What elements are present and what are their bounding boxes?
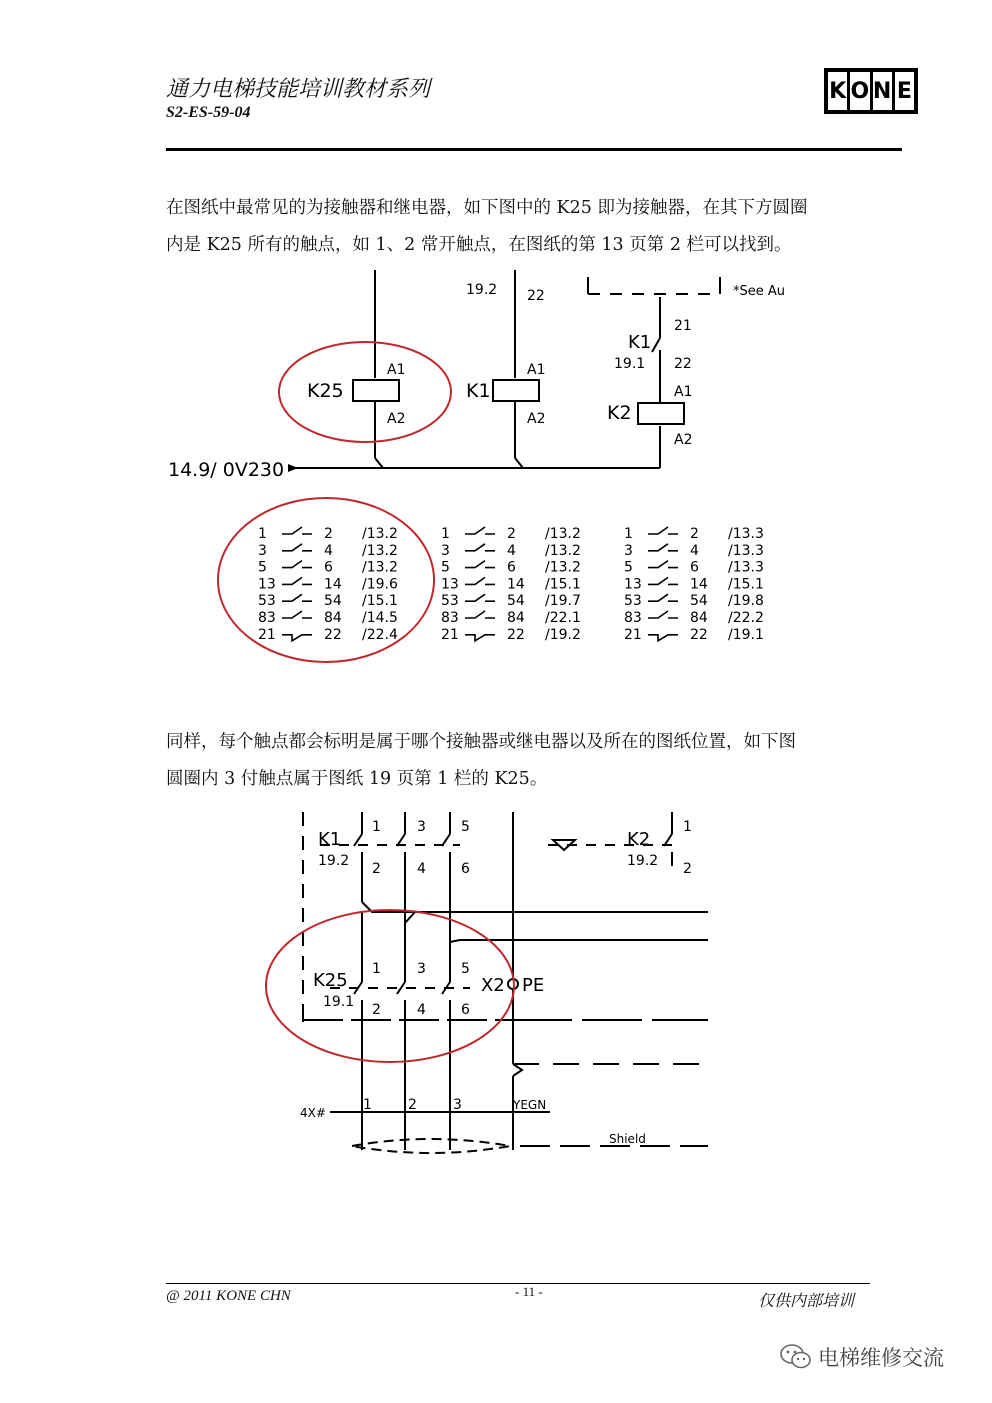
contact-symbol xyxy=(648,577,678,584)
contact-terminal: 5 xyxy=(624,559,633,576)
paragraph-line: 圆圈内 3 付触点属于图纸 19 页第 1 栏的 K25。 xyxy=(166,769,548,789)
contact-reference: /13.2 xyxy=(362,559,398,576)
terminal-label: A1 xyxy=(387,362,406,378)
terminal-label: 3 xyxy=(417,819,426,835)
contact-terminal: 2 xyxy=(324,526,333,542)
contact-terminal: 4 xyxy=(690,542,699,559)
contact-symbol xyxy=(648,611,678,618)
contact-terminal: 21 xyxy=(441,626,459,643)
contact-terminal: 84 xyxy=(324,610,342,626)
contact-terminal: 22 xyxy=(507,626,525,643)
terminal-label: 5 xyxy=(461,819,470,835)
watermark xyxy=(780,1342,944,1372)
terminal-label: 2 xyxy=(372,1002,381,1018)
contact-symbol xyxy=(282,594,312,601)
contact-terminal: 53 xyxy=(441,593,459,610)
page-number: - 11 - xyxy=(515,1284,543,1299)
contact-symbol xyxy=(282,561,312,568)
terminal-label: A1 xyxy=(674,384,693,400)
terminal-label: A2 xyxy=(527,411,546,427)
contact-terminal: 3 xyxy=(441,542,450,559)
contact-terminal: 83 xyxy=(258,610,276,626)
contact-reference: /19.2 xyxy=(545,626,581,643)
contact-reference: /19.1 xyxy=(728,626,764,643)
contact-terminal: 53 xyxy=(258,593,276,610)
contact-reference: /19.7 xyxy=(545,593,581,610)
contact-terminal: 13 xyxy=(624,576,642,593)
contact-symbol xyxy=(465,527,495,534)
connector-label: 4X# xyxy=(300,1106,326,1120)
contact-reference: /19.6 xyxy=(362,576,398,593)
contact-symbol xyxy=(465,544,495,551)
paragraph-line: 内是 K25 所有的触点，如 1、2 常开触点，在图纸的第 13 页第 2 栏可以找到。 xyxy=(166,235,792,255)
contact-reference: /15.1 xyxy=(728,576,764,593)
wechat-icon xyxy=(780,1343,812,1371)
logo-letter: O xyxy=(850,72,869,110)
paragraph-line: 在图纸中最常见的为接触器和继电器，如下图中的 K25 即为接触器，在其下方圆圈 xyxy=(166,198,808,218)
contact-terminal: 5 xyxy=(258,559,267,576)
contact-symbol xyxy=(282,577,312,584)
contact-terminal: 14 xyxy=(690,576,708,593)
supply-label: 14.9/ 0V230 xyxy=(168,459,285,481)
contact-terminal: 13 xyxy=(441,576,459,593)
terminal-label: 3 xyxy=(417,961,426,977)
contact-terminal: 6 xyxy=(324,559,333,576)
contact-symbol xyxy=(648,544,678,551)
terminal-label: A2 xyxy=(674,432,693,448)
contact-terminal: 54 xyxy=(690,593,708,610)
watermark-text: 电梯维修交流 xyxy=(818,1346,944,1370)
terminal-label: 21 xyxy=(674,318,692,334)
contact-terminal: 14 xyxy=(324,576,342,593)
coil-label: K1 xyxy=(466,380,491,402)
power-circuit-diagram xyxy=(266,812,708,1153)
contact-terminal: 83 xyxy=(441,610,459,626)
contact-reference: /13.3 xyxy=(728,542,764,559)
coil-diagram xyxy=(168,270,785,481)
contact-terminal: 54 xyxy=(324,593,342,610)
contact-reference: /15.1 xyxy=(362,593,398,610)
contact-terminal: 6 xyxy=(690,559,699,576)
contact-reference: /13.2 xyxy=(545,542,581,559)
terminal-label: 4 xyxy=(417,861,426,877)
contact-reference: /22.4 xyxy=(362,626,398,643)
pin-label: 1 xyxy=(363,1097,372,1113)
ref-label: 19.2 xyxy=(318,853,350,869)
highlight-circle xyxy=(279,342,451,442)
contact-terminal: 22 xyxy=(324,626,342,643)
contact-symbol xyxy=(648,561,678,568)
terminal-label: 22 xyxy=(527,288,545,304)
contact-terminal: 1 xyxy=(624,526,633,542)
contact-reference: /13.2 xyxy=(362,526,398,542)
contact-terminal: 53 xyxy=(624,593,642,610)
contact-terminal: 5 xyxy=(441,559,450,576)
terminal-label: 4 xyxy=(417,1002,426,1018)
contact-terminal: 83 xyxy=(624,610,642,626)
shield-label: Shield xyxy=(609,1132,646,1146)
pin-label: YEGN xyxy=(513,1098,547,1112)
relay-label: K1 xyxy=(628,332,652,353)
contact-symbol xyxy=(465,594,495,601)
contact-terminal: 6 xyxy=(507,559,516,576)
terminal-label: 2 xyxy=(683,861,692,877)
contact-terminal: 3 xyxy=(258,542,267,559)
contact-terminal: 2 xyxy=(690,526,699,542)
contact-terminal: 21 xyxy=(624,626,642,643)
contact-symbol xyxy=(282,544,312,551)
logo-letter: E xyxy=(895,72,914,110)
contact-terminal: 2 xyxy=(507,526,516,542)
contact-terminal: 4 xyxy=(507,542,516,559)
contact-reference: /22.2 xyxy=(728,610,764,626)
contact-reference: /22.1 xyxy=(545,610,581,626)
contact-symbol xyxy=(465,611,495,618)
contact-reference: /15.1 xyxy=(545,576,581,593)
contact-terminal: 14 xyxy=(507,576,525,593)
document-code: S2-ES-59-04 xyxy=(166,104,251,121)
contact-terminal: 3 xyxy=(624,542,633,559)
ref-label: 19.1 xyxy=(614,356,646,372)
paragraph-line: 同样，每个触点都会标明是属于哪个接触器或继电器以及所在的图纸位置，如下图 xyxy=(166,732,796,752)
contact-terminal: 22 xyxy=(690,626,708,643)
contact-terminal: 4 xyxy=(324,542,333,559)
coil-label: K25 xyxy=(307,380,344,402)
contact-reference: /14.5 xyxy=(362,610,398,626)
contact-symbol xyxy=(465,561,495,568)
contact-reference: /13.2 xyxy=(545,526,581,542)
contact-terminal: 21 xyxy=(258,626,276,643)
paragraph-2 xyxy=(166,724,896,798)
contact-symbol xyxy=(465,635,495,641)
ref-label: 19.1 xyxy=(323,994,355,1010)
ref-label: 19.2 xyxy=(466,282,498,298)
terminal-label: 5 xyxy=(461,961,470,977)
contact-symbol xyxy=(648,527,678,534)
contact-symbol xyxy=(282,611,312,618)
contact-terminal: 54 xyxy=(507,593,525,610)
contact-reference: /13.3 xyxy=(728,526,764,542)
terminal-label: A2 xyxy=(387,411,406,427)
terminal-label: 1 xyxy=(683,819,692,835)
ref-label: 19.2 xyxy=(627,853,659,869)
see-note: *See Au xyxy=(733,284,786,299)
pin-label: 2 xyxy=(408,1097,417,1113)
header-title: 通力电梯技能培训教材系列 xyxy=(166,77,431,102)
contact-symbol xyxy=(465,577,495,584)
logo-letter: K xyxy=(828,72,847,110)
terminal-label: X2 xyxy=(481,975,505,996)
terminal-label: PE xyxy=(522,975,545,996)
terminal-label: 22 xyxy=(674,356,692,372)
terminal-label: 6 xyxy=(461,861,470,877)
footer-copyright: @ 2011 KONE CHN xyxy=(166,1288,291,1304)
contact-terminal: 1 xyxy=(441,526,450,542)
terminal-label: A1 xyxy=(527,362,546,378)
contact-terminal: 13 xyxy=(258,576,276,593)
logo-letter: N xyxy=(873,72,892,110)
contact-symbol xyxy=(648,635,678,641)
contact-tables xyxy=(258,526,764,643)
contact-reference: /19.8 xyxy=(728,593,764,610)
contact-reference: /13.3 xyxy=(728,559,764,576)
contact-terminal: 1 xyxy=(258,526,267,542)
contact-reference: /13.2 xyxy=(545,559,581,576)
pin-label: 3 xyxy=(453,1097,462,1113)
contact-reference: /13.2 xyxy=(362,542,398,559)
contact-symbol xyxy=(282,635,312,641)
terminal-label: 2 xyxy=(372,861,381,877)
relay-label: K1 xyxy=(318,829,342,850)
coil-label: K2 xyxy=(607,402,632,424)
contact-terminal: 84 xyxy=(507,610,525,626)
footer-note: 仅供内部培训 xyxy=(758,1291,855,1310)
relay-label: K2 xyxy=(627,829,651,850)
terminal-label: 1 xyxy=(372,961,381,977)
terminal-label: 1 xyxy=(372,819,381,835)
relay-label: K25 xyxy=(313,970,348,991)
terminal-label: 6 xyxy=(461,1002,470,1018)
contact-symbol xyxy=(282,527,312,534)
contact-symbol xyxy=(648,594,678,601)
contact-terminal: 84 xyxy=(690,610,708,626)
